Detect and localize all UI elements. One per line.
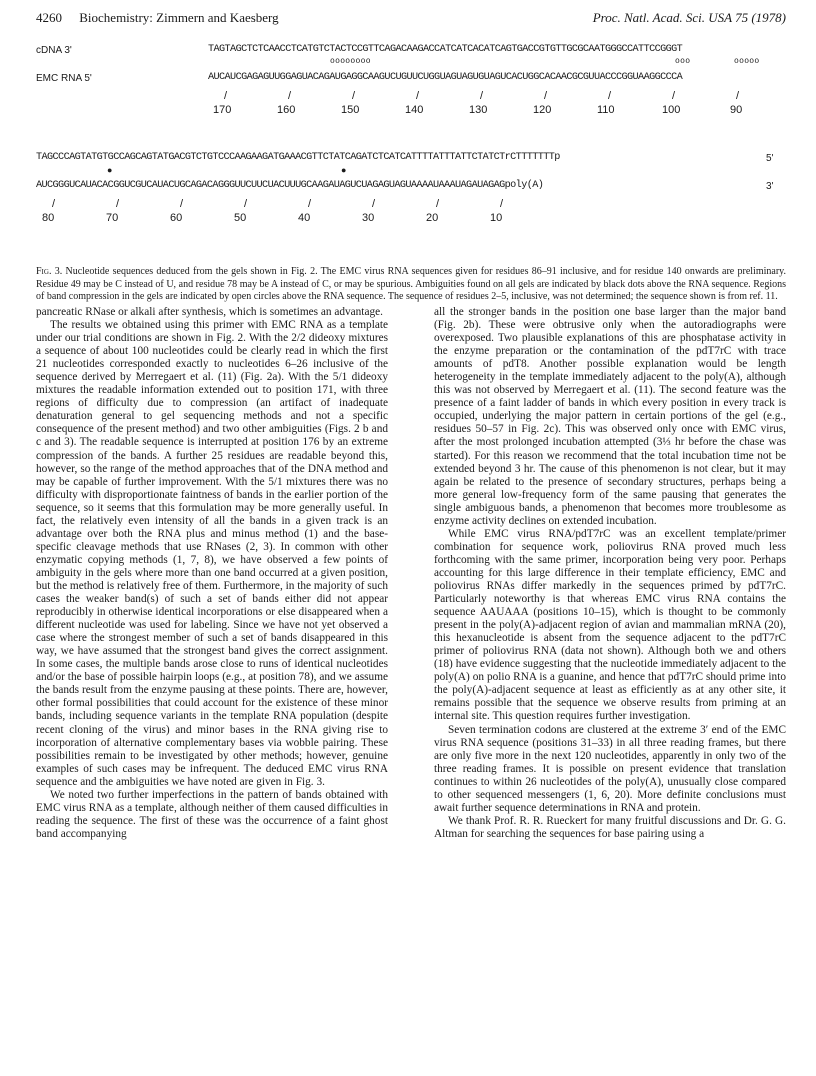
position-number: 40 [298,212,311,224]
cdna-5-prime-end: 5' [766,153,774,164]
position-numbers-1 [0,104,816,118]
body-left-column [36,306,388,841]
position-number: 30 [362,212,375,224]
position-number: 50 [234,212,247,224]
compression-circles-2: ooo [675,57,691,66]
ambiguity-dots [0,166,816,176]
cdna-sequence-1: TAGTAGCTCTCAACCTCATGTCTACTCCGTTCAGACAAGACCATCATCACATCAGTGACCGTGTTGCGCAATGGGCCATTCCGGGT [208,44,683,55]
position-number: 20 [426,212,439,224]
compression-circles-3: ooooo [734,57,760,66]
figure-caption [36,266,786,304]
position-number: 10 [490,212,503,224]
rna-label: EMC RNA 5' [36,73,92,84]
journal-citation: Proc. Natl. Acad. Sci. USA 75 (1978) [592,10,786,25]
paragraph: Seven termination codons are clustered at the extreme 3′ end of the EMC virus RNA sequence (positions 31–33) in all three reading frames, but there are only five more in the next 120 nucleotides, apparently in only two of the three reading frames. It is possible on present evidence that translation continues to within 26 nucleotides of the poly(A), unusually close compared to other sequenced messengers (1, 6, 20). More definite conclusions must await further sequence determinations in RNA and protein. [434,723,786,814]
paragraph: pancreatic RNase or alkali after synthesis, which is sometimes an advantage. [36,306,383,318]
paragraph: We thank Prof. R. R. Rueckert for many fruitful discussions and Dr. G. G. Altman for searching the sequences for base pairing using a [434,814,786,840]
caption-text: Nucleotide sequences deduced from the gels shown in Fig. 2. The EMC virus RNA sequences given for residues 86–91 inclusive, and for residue 140 onwards are preliminary. Residue 49 may be C instead of U, and residue 78 may be A instead of C, or may be spurious. Ambiguities found on all gels are indicated by black dots above the RNA sequence. Regions of band compression in the gels are indicated by open circles above the RNA sequence. The sequence of residues 2–5, inclusive, was not determined; the sequence shown is from ref. 11. [36,266,787,302]
position-number: 130 [469,104,488,116]
cdna-label: cDNA 3' [36,45,72,56]
tick-slashes-1: / / / / / / / / / [224,90,740,102]
position-number: 90 [730,104,743,116]
running-header [36,10,786,28]
position-number: 140 [405,104,424,116]
paragraph: all the stronger bands in the position one base larger than the major band (Fig. 2b). These were obtrusive only when the autoradiographs were overexposed. Two plausible explanations of this are phosphatase activity in the enzyme preparation or the contamination of the pdT7rC with trace amounts of pdT8. Another possible explanation would be length heterogeneity in the template immediately adjacent to the poly(A), although this was not observed by Merregaert et al. (11). The second feature was the presence of a faint ladder of bands in which every position in every track is occupied, underlying the major pattern in certain portions of the gel (e.g., residues 50–57 in Fig. 2c). This was observed only once with EMC virus, after the most prolonged incubation attempted (3⅓ hr before the chase was started). For this reason we recommend that the total incubation time not be extended beyond 3 hr. The cause of this phenomenon is not clear, but it may again be related to the presence of secondary structures, perhaps being a more general low-frequency form of the same pausing that generates the single ambiguous bands, a phenomenon that becomes more troublesome as enzyme activity declines on extended incubation. [434,306,786,527]
page-number: 4260 [36,10,62,25]
position-number: 110 [597,104,615,116]
rna-sequence-1: AUCAUCGAGAGUUGGAGUACAGAUGAGGCAAGUCUGUUCUGGUAGUAGUGUAGUCACUGGCACAACGCGUUACCCGGUAAGGCCCA [208,72,683,83]
header-left [36,10,279,26]
running-title: Biochemistry: Zimmern and Kaesberg [79,10,279,25]
position-number: 60 [170,212,183,224]
paragraph: While EMC virus RNA/pdT7rC was an excellent template/primer combination for sequence work, poliovirus RNA proved much less forthcoming with the same primer, incorporation being very poor. Perhaps accounting for this large difference in their template efficiency, EMC and poliovirus RNAs differ markedly in the sequences primed by pdT7rC. Particularly noteworthy is that whereas EMC virus RNA contains the sequence AAUAAA (positions 10–15), which is thought to be commonly present in the poly(A)-adjacent region of avian and mammalian mRNA (20), this hexanucleotide is absent from the sequence adjacent to the pdT7rC primer of poliovirus RNA (data not shown). Although both we and others (18) have evidence suggesting that the nucleotide immediately adjacent to the poly(A) on polio RNA is a guanine, and hence that pdT7rC should prime into the poly(A)-adjacent sequence at least as efficiently as at any other site, it remains possible that the sequence we observe results from priming at an internal site. This question requires further investigation. [434,527,786,723]
rna-sequence-2: AUCGGGUCAUACACGGUCGUCAUACUGCAGACAGGGUUCUUCUACUUUGCAAGAUAGUCUAGAGUAGUAAAAUAAAUAGAUAGAGpoly(A) [36,180,544,191]
position-numbers-2 [0,212,816,226]
paragraph: We noted two further imperfections in the pattern of bands obtained with EMC virus RNA as a template, although neither of them caused difficulties in reading the sequence. The first of these was the occurrence of a faint ghost band accompanying [36,788,388,840]
body-right-column [434,306,786,841]
figure-label: Fig. 3. [36,266,63,277]
position-number: 80 [42,212,55,224]
ambiguity-dot: ● [107,166,113,176]
position-number: 100 [662,104,681,116]
position-number: 70 [106,212,119,224]
position-number: 170 [213,104,232,116]
cdna-sequence-2: TAGCCCAGTATGTGCCAGCAGTATGACGTCTGTCCCAAGAAGATGAAACGTTCTATCAGATCTCATCATTTTATTTATTCTATCTrCTTTTTTTp [36,152,560,163]
rna-3-prime-end: 3' [766,181,774,192]
position-number: 160 [277,104,296,116]
position-number: 120 [533,104,552,116]
tick-slashes-2: / / / / / / / / [52,198,504,210]
compression-circles-1: oooooooo [330,57,371,66]
ambiguity-dot: ● [341,166,347,176]
position-number: 150 [341,104,360,116]
paragraph: The results we obtained using this primer with EMC RNA as a template under our trial conditions are shown in Fig. 2. With the 2/2 dideoxy mixtures a sequence of about 100 nucleotides could be clearly read in which the first 21 nucleotides corresponded exactly to nucleotides 6–26 inclusive of the sequence derived by Merregaert et al. (11) (Fig. 2a). With the 5/1 dideoxy mixtures the readable information extended out to position 171, with three regions of difficulty due to compression (an artifact of inadequate denaturation general to gel sequencing methods and not a specific consequence of the present method) and two other ambiguities (Figs. 2 b and c and 3). The readable sequence is interrupted at position 176 by an extreme compression of the bands. A further 25 residues are readable beyond this, however, so the range of the method approaches that of the DNA method and may be capable of further improvement. With the 5/1 mixtures there was no difficulty with disproportionate faintness of bands in the earlier portion of the sequence, so it seems that this formulation may be more generally useful. In fact, the relatively even intensity of all the bands in a given track is an advantage over both the RNA plus and minus method (1) and the base-specific cleavage methods that use RNases (2, 3). In common with other enzymatic copying methods (1, 7, 8), we have observed a few points of ambiguity in the gels where more than one band occurred at a given position, but the method is relatively free of them. Furthermore, in the majority of such cases the weaker band(s) of such a set of bands either did not appear reproducibly in otherwise identical incorporations or else disappeared when a different nucleotide was used for labeling. Since we have not yet observed a case where the strongest member of such a set of bands disappeared in this way, we have assumed that the strongest band gives the correct assignment. In some cases, the multiple bands arose close to runs of identical nucleotides and/or the base of possible hairpin loops (e.g., at position 78), and we assume the bands result from the enzyme pausing at these points. There are, however, other formal possibilities that could account for the existence of these minor bands, including sequence variants in the template RNA population (despite recent cloning of the virus) and minor bases in the RNA giving rise to incorporation of alternative complementary bases via wobble pairing. These possibilities remain to be investigated by other methods; however, genuine examples of such cases may be infrequent. The deduced EMC virus RNA sequence and the ambiguities we have noted are given in Fig. 3. [36,319,388,788]
